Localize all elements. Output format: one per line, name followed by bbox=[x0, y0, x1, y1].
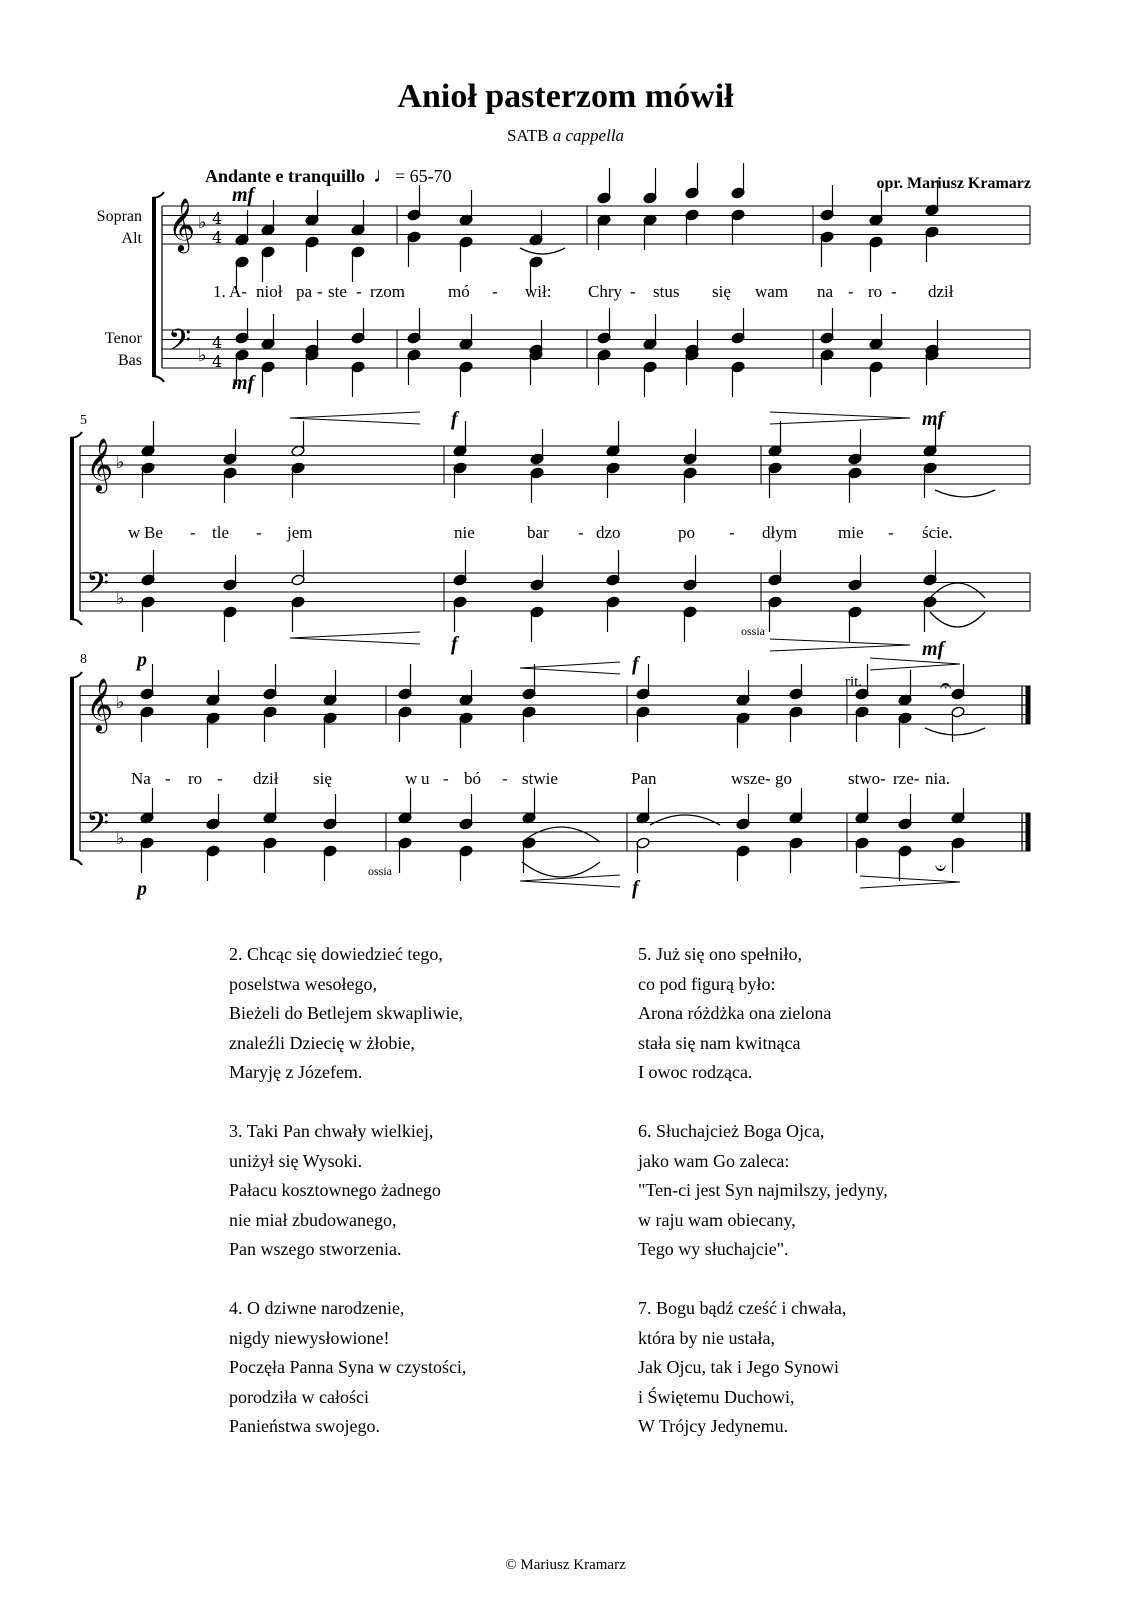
lyric-syllable: stwo- bbox=[848, 769, 886, 788]
verse-line: Panieństwa swojego. bbox=[229, 1416, 380, 1436]
lyric-syllable: - bbox=[256, 523, 262, 542]
system-bracket bbox=[70, 672, 82, 678]
page-title: Anioł pasterzom mówił bbox=[397, 78, 734, 115]
verse-3 bbox=[229, 1117, 466, 1265]
verse-line: znaleźli Dziecię w żłobie, bbox=[229, 1032, 415, 1053]
voice-label-alto: Alt bbox=[121, 230, 142, 247]
lyric-syllable: - bbox=[578, 523, 584, 542]
lyric-syllable: Be bbox=[144, 523, 163, 542]
lyric-syllable: mó bbox=[448, 282, 470, 301]
crescendo-hairpin bbox=[290, 638, 420, 644]
lyric-syllable: dzo bbox=[596, 523, 621, 542]
arranger: opr. Mariusz Kramarz bbox=[876, 175, 1031, 192]
diminuendo-hairpin bbox=[860, 882, 960, 888]
subtitle-voicing: SATB bbox=[506, 126, 549, 145]
lyric-syllable: u bbox=[421, 769, 430, 788]
diminuendo-hairpin bbox=[770, 639, 910, 645]
crescendo-hairpin bbox=[290, 632, 420, 638]
lyric-syllable: tle bbox=[212, 523, 229, 542]
verse-line: Jak Ojcu, tak i Jego Synowi bbox=[638, 1357, 839, 1377]
measure-number-5: 5 bbox=[80, 413, 87, 428]
verse-2 bbox=[229, 940, 466, 1088]
crescendo-hairpin bbox=[290, 412, 420, 418]
verse-line: Pałacu kosztownego żadnego bbox=[229, 1180, 441, 1200]
lyric-syllable: wam bbox=[755, 282, 789, 301]
voice-label-tenor: Tenor bbox=[104, 330, 142, 347]
lyric-syllable: bar bbox=[527, 523, 549, 542]
lyric-syllable: dłym bbox=[762, 523, 797, 542]
lyric-syllable: - bbox=[888, 523, 894, 542]
key-signature-flat-icon: ♭ bbox=[198, 212, 207, 233]
dynamic-f-system3-lower: f bbox=[632, 877, 639, 899]
slur bbox=[925, 728, 985, 735]
lyric-syllable: - bbox=[729, 523, 735, 542]
lyric-syllable: - bbox=[356, 282, 362, 301]
slur bbox=[930, 583, 985, 598]
fermata-icon: 𝄑 bbox=[935, 856, 947, 880]
lyric-syllable: ro bbox=[188, 769, 203, 788]
time-signature: 4 bbox=[212, 209, 223, 228]
lyric-syllable: po bbox=[678, 523, 695, 542]
crescendo-hairpin bbox=[290, 418, 420, 424]
verse-line: Pan wszego stworzenia. bbox=[229, 1239, 402, 1259]
lyric-syllable: rzom bbox=[370, 282, 405, 301]
system-bracket bbox=[152, 376, 164, 382]
time-signature: 4 bbox=[212, 228, 223, 247]
verse-line: Arona różdżka ona zielona bbox=[638, 1003, 832, 1023]
time-signature: 4 bbox=[212, 333, 223, 352]
lyric-syllable: stus bbox=[653, 282, 680, 301]
lyric-syllable: rze- bbox=[893, 769, 920, 788]
verse-line: W Trójcy Jedynemu. bbox=[638, 1416, 789, 1436]
final-barline bbox=[1026, 813, 1030, 851]
lyric-syllable: wił: bbox=[525, 282, 552, 301]
verse-line: Bieżeli do Betlejem skwapliwie, bbox=[229, 1003, 463, 1023]
lyric-syllable: się bbox=[712, 282, 731, 301]
tempo-name: Andante e tranquillo bbox=[205, 166, 366, 186]
key-signature-flat-icon: ♭ bbox=[116, 692, 125, 713]
bass-clef-icon: 𝄢 bbox=[86, 807, 110, 848]
copyright: © Mariusz Kramarz bbox=[505, 1557, 626, 1573]
lyric-syllable: dził bbox=[928, 282, 954, 301]
verse-line: "Ten-ci jest Syn najmilszy, jedyny, bbox=[638, 1180, 888, 1200]
measure-number-8: 8 bbox=[80, 652, 87, 667]
verse-line: jako wam Go zaleca: bbox=[638, 1150, 790, 1171]
verse-4 bbox=[229, 1294, 466, 1442]
verse-line: porodziła w całości bbox=[229, 1386, 369, 1407]
verses-right-column bbox=[638, 940, 888, 1471]
diminuendo-hairpin bbox=[870, 658, 960, 664]
verse-line: 5. Już się ono spełniło, bbox=[638, 944, 802, 964]
verse-6 bbox=[638, 1117, 888, 1265]
lyric-syllable: - bbox=[165, 769, 171, 788]
lyric-syllable: dził bbox=[253, 769, 279, 788]
lyric-syllable: nie bbox=[454, 523, 475, 542]
dynamic-mf-system2-upper: mf bbox=[922, 408, 945, 430]
lyric-syllable: - bbox=[443, 769, 449, 788]
lyric-syllable: jem bbox=[287, 523, 313, 542]
lyric-syllable: ste bbox=[328, 282, 347, 301]
slur bbox=[935, 490, 995, 497]
slur bbox=[650, 815, 720, 825]
lyric-syllable: - bbox=[502, 769, 508, 788]
key-signature-flat-icon: ♭ bbox=[116, 588, 125, 609]
ossia-label-1: ossia bbox=[741, 624, 765, 638]
diminuendo-hairpin bbox=[770, 645, 910, 651]
dynamic-mf-soprano: mf bbox=[232, 184, 255, 206]
dynamic-mf-system2-lower: mf bbox=[922, 638, 945, 660]
crescendo-hairpin bbox=[520, 881, 620, 887]
verse-line: 4. O dziwne narodzenie, bbox=[229, 1298, 405, 1318]
lyric-syllable: wsze- bbox=[731, 769, 771, 788]
diminuendo-hairpin bbox=[770, 418, 910, 424]
treble-clef-icon: 𝄞 bbox=[86, 437, 114, 491]
lyric-syllable: ście. bbox=[922, 523, 953, 542]
verse-line: uniżył się Wysoki. bbox=[229, 1150, 363, 1171]
lyric-syllable: nioł bbox=[256, 282, 283, 301]
verse-line: poselstwa wesołego, bbox=[229, 973, 377, 994]
verse-7 bbox=[638, 1294, 888, 1442]
verse-line: 3. Taki Pan chwały wielkiej, bbox=[229, 1121, 434, 1141]
key-signature-flat-icon: ♭ bbox=[116, 828, 125, 849]
lyric-syllable: go bbox=[775, 769, 792, 788]
lyric-syllable: - bbox=[190, 523, 196, 542]
verse-line: 6. Słuchajcież Boga Ojca, bbox=[638, 1121, 825, 1141]
lyric-syllable: bó bbox=[464, 769, 481, 788]
lyric-syllable: w bbox=[128, 523, 141, 542]
system-bracket bbox=[70, 859, 82, 865]
verse-line: Poczęła Panna Syna w czystości, bbox=[229, 1357, 467, 1377]
treble-clef-icon: 𝄞 bbox=[168, 197, 196, 251]
ossia-label-2: ossia bbox=[368, 864, 392, 878]
lyric-syllable: nia. bbox=[925, 769, 951, 788]
lyric-syllable: - bbox=[630, 282, 636, 301]
key-signature-flat-icon: ♭ bbox=[116, 452, 125, 473]
time-signature: 4 bbox=[212, 352, 223, 371]
dynamic-f-system2-lower: f bbox=[451, 633, 458, 655]
lyric-syllable: - bbox=[492, 282, 498, 301]
verses-left-column bbox=[229, 940, 466, 1471]
slur bbox=[522, 862, 600, 877]
verse-line: w raju wam obiecany, bbox=[638, 1209, 796, 1230]
lyric-syllable: - bbox=[217, 769, 223, 788]
dynamic-mf-bass: mf bbox=[232, 372, 255, 394]
lyric-syllable: - bbox=[891, 282, 897, 301]
verse-line: Tego wy słuchajcie". bbox=[638, 1239, 789, 1259]
key-signature-flat-icon: ♭ bbox=[198, 345, 207, 366]
verse-5 bbox=[638, 940, 888, 1088]
bass-clef-icon: 𝄢 bbox=[86, 567, 110, 608]
voice-label-bass: Bas bbox=[118, 352, 142, 369]
bass-clef-icon: 𝄢 bbox=[168, 324, 192, 365]
dynamic-p-lower: p bbox=[137, 878, 147, 900]
verse-line: która by nie ustała, bbox=[638, 1327, 775, 1348]
lyric-syllable: Pan bbox=[631, 769, 657, 788]
quarter-note-icon: ♩ bbox=[373, 162, 396, 187]
ritardando-marking: rit. bbox=[845, 674, 863, 690]
lyric-syllable: ro bbox=[868, 282, 883, 301]
lyric-syllable: na bbox=[817, 282, 834, 301]
verse-line: stała się nam kwitnąca bbox=[638, 1032, 801, 1053]
system-bracket bbox=[152, 192, 164, 198]
system-bracket bbox=[70, 432, 82, 438]
lyric-syllable: - bbox=[317, 282, 323, 301]
verse-line: nie miał zbudowanego, bbox=[229, 1209, 397, 1230]
dynamic-f-system2-upper: f bbox=[451, 408, 458, 430]
slur bbox=[930, 612, 985, 627]
tempo-value: = 65-70 bbox=[395, 166, 452, 186]
lyric-syllable: mie bbox=[838, 523, 864, 542]
final-barline bbox=[1026, 686, 1030, 724]
dynamic-p-upper: p bbox=[137, 649, 147, 671]
dynamic-f-system3-upper: f bbox=[632, 653, 639, 675]
lyric-syllable: - bbox=[848, 282, 854, 301]
lyric-syllable: stwie bbox=[522, 769, 558, 788]
verse-line: Maryję z Józefem. bbox=[229, 1062, 363, 1082]
verse-line: I owoc rodząca. bbox=[638, 1062, 753, 1082]
voice-label-soprano: Sopran bbox=[96, 208, 142, 225]
lyric-syllable: Na bbox=[131, 769, 151, 788]
diminuendo-hairpin bbox=[770, 412, 910, 418]
verse-line: 2. Chcąc się dowiedzieć tego, bbox=[229, 944, 443, 964]
subtitle-performance: a cappella bbox=[552, 126, 625, 145]
lyric-syllable: w bbox=[405, 769, 418, 788]
slur bbox=[520, 248, 565, 254]
verse-line: nigdy niewysłowione! bbox=[229, 1327, 390, 1348]
treble-clef-icon: 𝄞 bbox=[86, 677, 114, 731]
lyric-syllable: 1. A- bbox=[213, 282, 247, 301]
fermata-icon: 𝄐 bbox=[940, 673, 952, 697]
verse-line: 7. Bogu bądź cześć i chwała, bbox=[638, 1298, 847, 1318]
verse-line: co pod figurą było: bbox=[638, 973, 776, 994]
verse-line: i Świętemu Duchowi, bbox=[638, 1386, 795, 1407]
diminuendo-hairpin bbox=[870, 664, 960, 670]
system-bracket bbox=[70, 619, 82, 625]
lyric-syllable: Chry bbox=[588, 282, 622, 301]
lyric-syllable: pa bbox=[296, 282, 313, 301]
lyric-syllable: się bbox=[313, 769, 332, 788]
